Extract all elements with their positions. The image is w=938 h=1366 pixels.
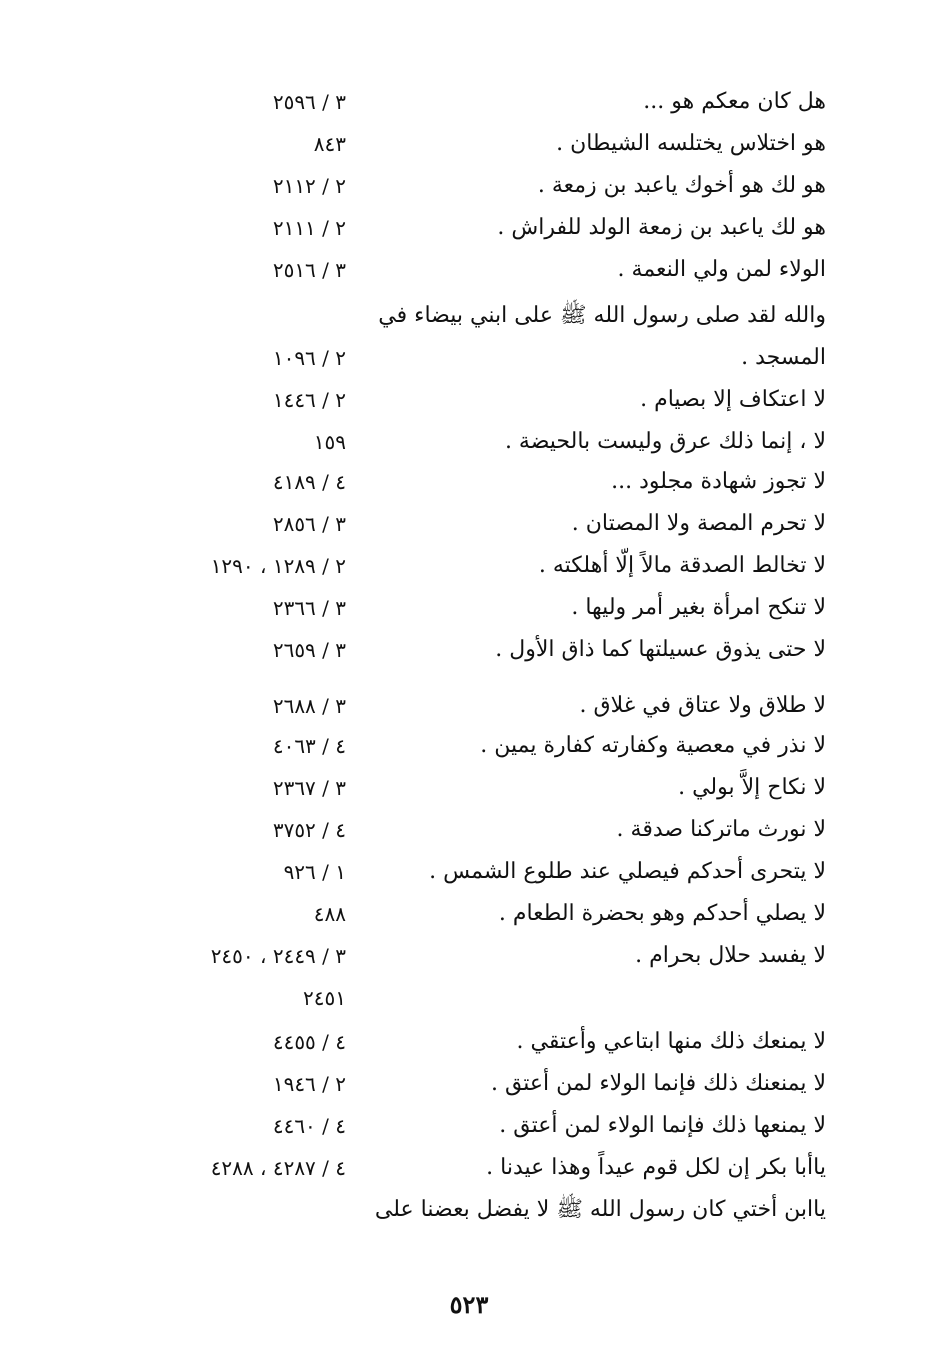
entry-reference: ٣ / ٢٥٩٦ (272, 90, 346, 114)
entry-reference: ٢ / ١٠٩٦ (272, 346, 346, 370)
index-entry (0, 82, 938, 122)
entry-text: هو لك ياعبد بن زمعة الولد للفراش . (497, 215, 826, 240)
entry-reference: ٢ / ١٤٤٦ (272, 388, 346, 412)
index-entry (0, 726, 938, 766)
index-entry (0, 978, 938, 1018)
entry-text: لا يمنعها ذلك فإنما الولاء لمن أعتق . (499, 1113, 826, 1138)
index-entry (0, 810, 938, 850)
entry-reference: ٣ / ٢٣٦٦ (272, 596, 346, 620)
entry-reference: ٣ / ٢٣٦٧ (272, 776, 346, 800)
page-number: ٥٢٣ (449, 1290, 489, 1319)
entry-text: لا حتى يذوق عسيلتها كما ذاق الأول . (495, 637, 826, 662)
entry-text: لا يمنعك ذلك منها ابتاعي وأعتقي . (516, 1029, 826, 1054)
index-entry (0, 1148, 938, 1188)
entry-reference: ٣ / ٢٥١٦ (272, 258, 346, 282)
index-entry (0, 296, 938, 336)
entry-text: الولاء لمن ولي النعمة . (617, 257, 826, 282)
index-entry (0, 1106, 938, 1146)
entry-text: لا تخالط الصدقة مالاً إلّا أهلكته . (538, 553, 826, 578)
entry-reference: ٣ / ٢٦٨٨ (272, 694, 346, 718)
index-entry (0, 936, 938, 976)
index-entry (0, 1190, 938, 1230)
entry-text: لا تحرم المصة ولا المصتان . (571, 511, 826, 536)
entry-reference: ٨٤٣ (313, 132, 346, 156)
entry-reference: ٤ / ٤٤٥٥ (272, 1030, 346, 1054)
entry-text: لا يصلي أحدكم وهو بحضرة الطعام . (498, 901, 826, 926)
index-entry (0, 630, 938, 670)
entry-reference: ١٥٩ (313, 430, 346, 454)
index-entry (0, 686, 938, 726)
index-entry (0, 768, 938, 808)
index-entry (0, 166, 938, 206)
index-entry (0, 1022, 938, 1062)
entry-reference: ٢٤٥١ (303, 986, 346, 1010)
index-entry (0, 462, 938, 502)
entry-reference: ٢ / ٢١١٢ (272, 174, 346, 198)
entry-text: هو اختلاس يختلسه الشيطان . (556, 131, 826, 156)
index-entry (0, 124, 938, 164)
entry-text: لا نكاح إلاَّ بولي . (678, 775, 826, 800)
entry-reference: ٣ / ٢٤٤٩ ، ٢٤٥٠ (210, 944, 346, 968)
entry-text: المسجد . (741, 345, 826, 370)
index-entry (0, 852, 938, 892)
entry-text: لا طلاق ولا عتاق في غلاق . (579, 693, 826, 718)
entry-text: لا اعتكاف إلا بصيام . (640, 387, 826, 412)
index-entry (0, 1064, 938, 1104)
index-entry (0, 588, 938, 628)
entry-reference: ٣ / ٢٨٥٦ (272, 512, 346, 536)
index-entry (0, 380, 938, 420)
index-entry (0, 422, 938, 462)
entry-reference: ٢ / ١٢٨٩ ، ١٢٩٠ (210, 554, 346, 578)
entry-text: لا يمنعنك ذلك فإنما الولاء لمن أعتق . (490, 1071, 826, 1096)
entry-text: والله لقد صلى رسول الله ﷺ على ابني بيضاء في (378, 303, 826, 328)
entry-text: ياابن أختي كان رسول الله ﷺ لا يفضل بعضنا على (374, 1197, 826, 1222)
entry-reference: ٤ / ٤٠٦٣ (272, 734, 346, 758)
entry-text: لا ، إنما ذلك عرق وليست بالحيضة . (504, 429, 826, 454)
entry-reference: ٤ / ٤١٨٩ (272, 470, 346, 494)
entry-text: ياأبا بكر إن لكل قوم عيداً وهذا عيدنا . (486, 1155, 826, 1180)
index-entry (0, 250, 938, 290)
entry-reference: ٤٨٨ (313, 902, 346, 926)
index-entry (0, 546, 938, 586)
index-entry (0, 504, 938, 544)
entry-reference: ٢ / ١٩٤٦ (272, 1072, 346, 1096)
entry-text: هل كان معكم هو ... (643, 89, 826, 114)
entry-text: لا تجوز شهادة مجلود ... (611, 469, 826, 494)
entry-text: لا نذر في معصية وكفارته كفارة يمين . (480, 733, 826, 758)
entry-reference: ٤ / ٣٧٥٢ (272, 818, 346, 842)
entry-text: هو لك هو أخوك ياعبد بن زمعة . (537, 173, 826, 198)
index-entry (0, 894, 938, 934)
entry-reference: ١ / ٩٢٦ (283, 860, 346, 884)
entry-text: لا يفسد حلال بحرام . (635, 943, 826, 968)
index-entry (0, 208, 938, 248)
entry-text: لا نورث ماتركنا صدقة . (616, 817, 826, 842)
entry-text: لا يتحرى أحدكم فيصلي عند طلوع الشمس . (429, 859, 826, 884)
entry-text: لا تنكح امرأة بغير أمر وليها . (571, 595, 826, 620)
entry-reference: ٢ / ٢١١١ (272, 216, 346, 240)
entry-reference: ٣ / ٢٦٥٩ (272, 638, 346, 662)
entry-reference: ٤ / ٤٢٨٧ ، ٤٢٨٨ (210, 1156, 346, 1180)
index-entry (0, 338, 938, 378)
entry-reference: ٤ / ٤٤٦٠ (272, 1114, 346, 1138)
